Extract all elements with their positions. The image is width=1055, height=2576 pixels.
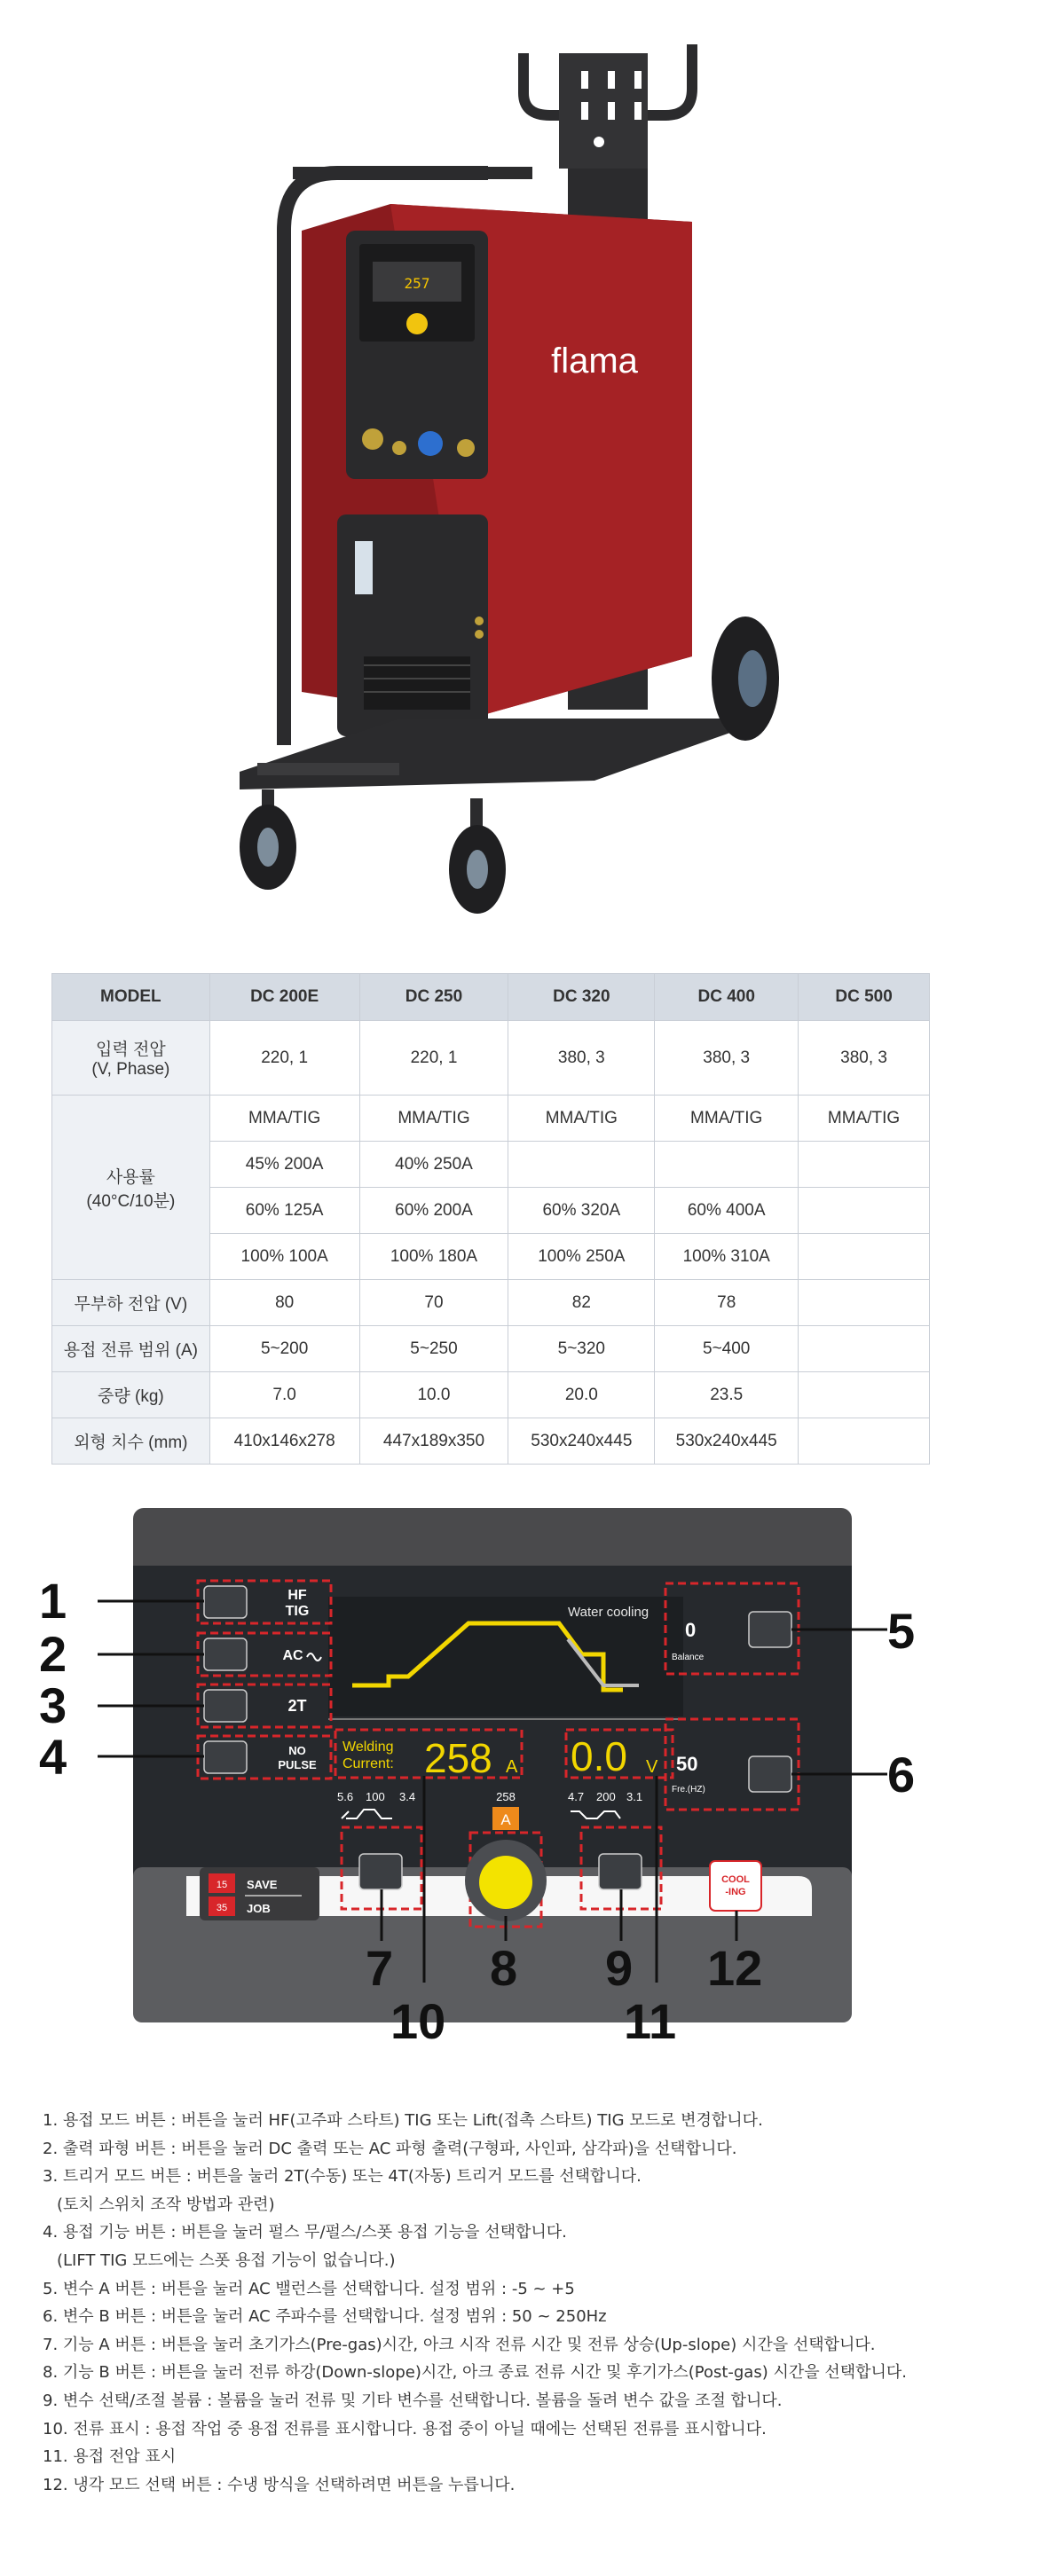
callout-10: 10 <box>390 1993 446 2049</box>
current-readout: 258 <box>424 1735 492 1781</box>
welding-label: Welding <box>342 1740 394 1755</box>
b-param: 200 <box>596 1790 616 1803</box>
weld-mode-button[interactable] <box>204 1586 247 1618</box>
waveform-button[interactable] <box>204 1638 247 1670</box>
table-cell: 60% 400A <box>655 1188 799 1234</box>
table-cell: 40% 250A <box>359 1142 508 1188</box>
table-cell: 447x189x350 <box>359 1418 508 1465</box>
trigger-label: 2T <box>287 1697 307 1715</box>
row-label-line: (40°C/10분) <box>86 1191 176 1211</box>
table-row <box>52 1096 930 1142</box>
table-header: DC 500 <box>799 974 930 1021</box>
table-row <box>52 1280 930 1326</box>
table-row <box>52 1372 930 1418</box>
row-label: 중량 (kg) <box>52 1372 210 1418</box>
save-label: SAVE <box>247 1878 278 1891</box>
table-cell: 530x240x445 <box>508 1418 655 1465</box>
table-cell <box>799 1234 930 1280</box>
cool-label-2: -ING <box>725 1887 746 1897</box>
note-item: 5. 변수 A 버튼 : 버튼을 눌러 AC 밸런스를 선택합니다. 설정 범위 : -5 ~ +5 <box>43 2279 575 2298</box>
table-row <box>52 1326 930 1372</box>
row-label-line: 사용률 <box>106 1167 155 1187</box>
base-tray <box>240 719 745 789</box>
no-label: NO <box>288 1744 306 1757</box>
note-item: 7. 기능 A 버튼 : 버튼을 눌러 초기가스(Pre-gas)시간, 아크 시작 전류 시간 및 전류 상승(Up-slope) 시간을 선택합니다. <box>43 2335 876 2354</box>
voltage-unit: V <box>646 1757 658 1777</box>
table-cell: 70 <box>359 1280 508 1326</box>
spec-table <box>51 973 930 1465</box>
tig-label: TIG <box>285 1604 310 1619</box>
a-param: 100 <box>366 1790 385 1803</box>
control-panel-diagram <box>35 1499 994 2058</box>
note-item: 3. 트리거 모드 버튼 : 버튼을 눌러 2T(수동) 또는 4T(자동) 트리거 모드를 선택합니다. <box>43 2167 642 2187</box>
a-param: 3.4 <box>399 1790 416 1803</box>
panel-readout: 257 <box>404 275 430 292</box>
table-cell: MMA/TIG <box>655 1096 799 1142</box>
table-cell <box>655 1142 799 1188</box>
variable-a-button[interactable] <box>749 1612 791 1647</box>
table-cell: 5~200 <box>209 1326 359 1372</box>
callout-9: 8 <box>490 1940 518 1996</box>
trigger-mode-button[interactable] <box>204 1690 247 1722</box>
feature-notes-list <box>43 2107 1027 2499</box>
function-a-button[interactable] <box>359 1854 402 1889</box>
table-cell: 60% 320A <box>508 1188 655 1234</box>
voltage-readout: 0.0 <box>571 1733 627 1779</box>
table-header: DC 320 <box>508 974 655 1021</box>
note-item: 12. 냉각 모드 선택 버튼 : 수냉 방식을 선택하려면 버튼을 누릅니다. <box>43 2475 516 2494</box>
table-cell: 530x240x445 <box>655 1418 799 1465</box>
note-item: 4. 용접 기능 버튼 : 버튼을 눌러 펄스 무/펄스/스폿 용접 기능을 선택합니다. <box>43 2223 567 2242</box>
callout-6: 6 <box>887 1747 916 1802</box>
a-param: 5.6 <box>337 1790 354 1803</box>
table-cell: 80 <box>209 1280 359 1326</box>
table-cell: 100% 180A <box>359 1234 508 1280</box>
weld-function-button[interactable] <box>204 1741 247 1773</box>
row-label-line: 입력 전압 <box>96 1041 166 1059</box>
table-cell <box>799 1418 930 1465</box>
callout-11: 11 <box>624 1993 677 2049</box>
ac-label: AC <box>282 1648 303 1663</box>
current-label: Current: <box>342 1756 394 1771</box>
table-header-row <box>52 974 930 1021</box>
table-cell: 60% 125A <box>209 1188 359 1234</box>
callout-4: 4 <box>39 1729 67 1785</box>
balance-value: 0 <box>685 1619 697 1641</box>
brand-logo: flama <box>551 342 638 381</box>
row-label <box>52 1021 210 1096</box>
callout-12: 12 <box>707 1940 763 1996</box>
balance-label: Balance <box>672 1653 705 1662</box>
caster-right <box>449 798 506 914</box>
table-cell: 100% 310A <box>655 1234 799 1280</box>
note-item: 2. 출력 파형 버튼 : 버튼을 눌러 DC 출력 또는 AC 파형 출력(구형파, 사인파, 삼각파)을 선택합니다. <box>43 2139 737 2158</box>
table-cell: 20.0 <box>508 1372 655 1418</box>
table-cell: 60% 200A <box>359 1188 508 1234</box>
variable-b-button[interactable] <box>749 1756 791 1792</box>
table-cell <box>799 1372 930 1418</box>
wheel-large <box>712 617 779 741</box>
table-cell: MMA/TIG <box>359 1096 508 1142</box>
table-cell <box>799 1326 930 1372</box>
note-item: 6. 변수 B 버튼 : 버튼을 눌러 AC 주파수를 선택합니다. 설정 범위 : 50 ~ 250Hz <box>43 2307 607 2327</box>
table-cell: 220, 1 <box>359 1021 508 1096</box>
callout-7: 7 <box>366 1940 394 1996</box>
caster-left <box>240 789 296 890</box>
table-cell: 78 <box>655 1280 799 1326</box>
hf-label: HF <box>287 1588 307 1603</box>
table-cell: 23.5 <box>655 1372 799 1418</box>
table-cell: 220, 1 <box>209 1021 359 1096</box>
current-unit: A <box>506 1757 518 1777</box>
center-value: 258 <box>496 1790 516 1803</box>
table-cell: 410x146x278 <box>209 1418 359 1465</box>
center-unit: A <box>500 1811 511 1828</box>
table-cell: 100% 250A <box>508 1234 655 1280</box>
table-cell: 45% 200A <box>209 1142 359 1188</box>
table-cell: 380, 3 <box>799 1021 930 1096</box>
callout-3: 3 <box>39 1677 67 1733</box>
row-label <box>52 1096 210 1280</box>
table-cell <box>508 1142 655 1188</box>
job-bottom-number: 35 <box>216 1903 228 1913</box>
table-cell: 100% 100A <box>209 1234 359 1280</box>
welder-cart-image <box>177 18 852 940</box>
row-label: 무부하 전압 (V) <box>52 1280 210 1326</box>
table-cell: 5~400 <box>655 1326 799 1372</box>
note-item: 10. 전류 표시 : 용접 작업 중 용접 전류를 표시합니다. 용접 중이 아닐 때에는 선택된 전류를 표시합니다. <box>43 2419 767 2439</box>
note-item: 8. 기능 B 버튼 : 버튼을 눌러 전류 하강(Down-slope)시간, 아크 종료 전류 시간 및 후기가스(Post-gas) 시간을 선택합니다. <box>43 2363 908 2383</box>
b-param: 4.7 <box>568 1790 585 1803</box>
pulse-label: PULSE <box>278 1758 317 1771</box>
table-cell <box>799 1280 930 1326</box>
cooling-mode-button[interactable] <box>710 1861 761 1911</box>
job-label: JOB <box>247 1902 271 1915</box>
frequency-value: 50 <box>676 1753 698 1775</box>
note-item: 11. 용접 전압 표시 <box>43 2447 177 2467</box>
callout-5: 5 <box>887 1603 916 1659</box>
table-cell: 10.0 <box>359 1372 508 1418</box>
table-cell: MMA/TIG <box>209 1096 359 1142</box>
table-cell: 5~250 <box>359 1326 508 1372</box>
row-label: 외형 치수 (mm) <box>52 1418 210 1465</box>
row-label-line: (V, Phase) <box>91 1060 170 1079</box>
job-top-number: 15 <box>216 1880 228 1890</box>
callout-2: 2 <box>39 1626 67 1682</box>
row-label: 용접 전류 범위 (A) <box>52 1326 210 1372</box>
table-cell: MMA/TIG <box>799 1096 930 1142</box>
table-header: DC 400 <box>655 974 799 1021</box>
function-b-button[interactable] <box>599 1854 642 1889</box>
frequency-label: Fre.(HZ) <box>672 1785 705 1795</box>
water-cooling-label: Water cooling <box>568 1605 650 1620</box>
table-cell: 380, 3 <box>508 1021 655 1096</box>
table-cell: MMA/TIG <box>508 1096 655 1142</box>
table-cell: 7.0 <box>209 1372 359 1418</box>
table-header: DC 200E <box>209 974 359 1021</box>
note-item: 1. 용접 모드 버튼 : 버튼을 눌러 HF(고주파 스타트) TIG 또는 Lift(접촉 스타트) TIG 모드로 변경합니다. <box>43 2111 763 2130</box>
note-item: (LIFT TIG 모드에는 스폿 용접 기능이 없습니다.) <box>57 2250 396 2270</box>
callout-8: 9 <box>605 1940 634 1996</box>
table-cell <box>799 1188 930 1234</box>
table-row <box>52 1418 930 1465</box>
table-cell <box>799 1142 930 1188</box>
table-header: DC 250 <box>359 974 508 1021</box>
table-row <box>52 1021 930 1096</box>
note-item: (토치 스위치 조작 방법과 관련) <box>57 2195 275 2214</box>
cool-label-1: COOL <box>721 1874 750 1885</box>
table-cell: 82 <box>508 1280 655 1326</box>
b-param: 3.1 <box>626 1790 643 1803</box>
table-header: MODEL <box>52 974 210 1021</box>
table-cell: 5~320 <box>508 1326 655 1372</box>
note-item: 9. 변수 선택/조절 볼륨 : 볼륨을 눌러 전류 및 기타 변수를 선택합니다. 볼륨을 돌려 변수 값을 조절 합니다. <box>43 2391 783 2410</box>
callout-1: 1 <box>39 1573 67 1629</box>
adjust-knob[interactable] <box>479 1856 532 1909</box>
table-cell: 380, 3 <box>655 1021 799 1096</box>
